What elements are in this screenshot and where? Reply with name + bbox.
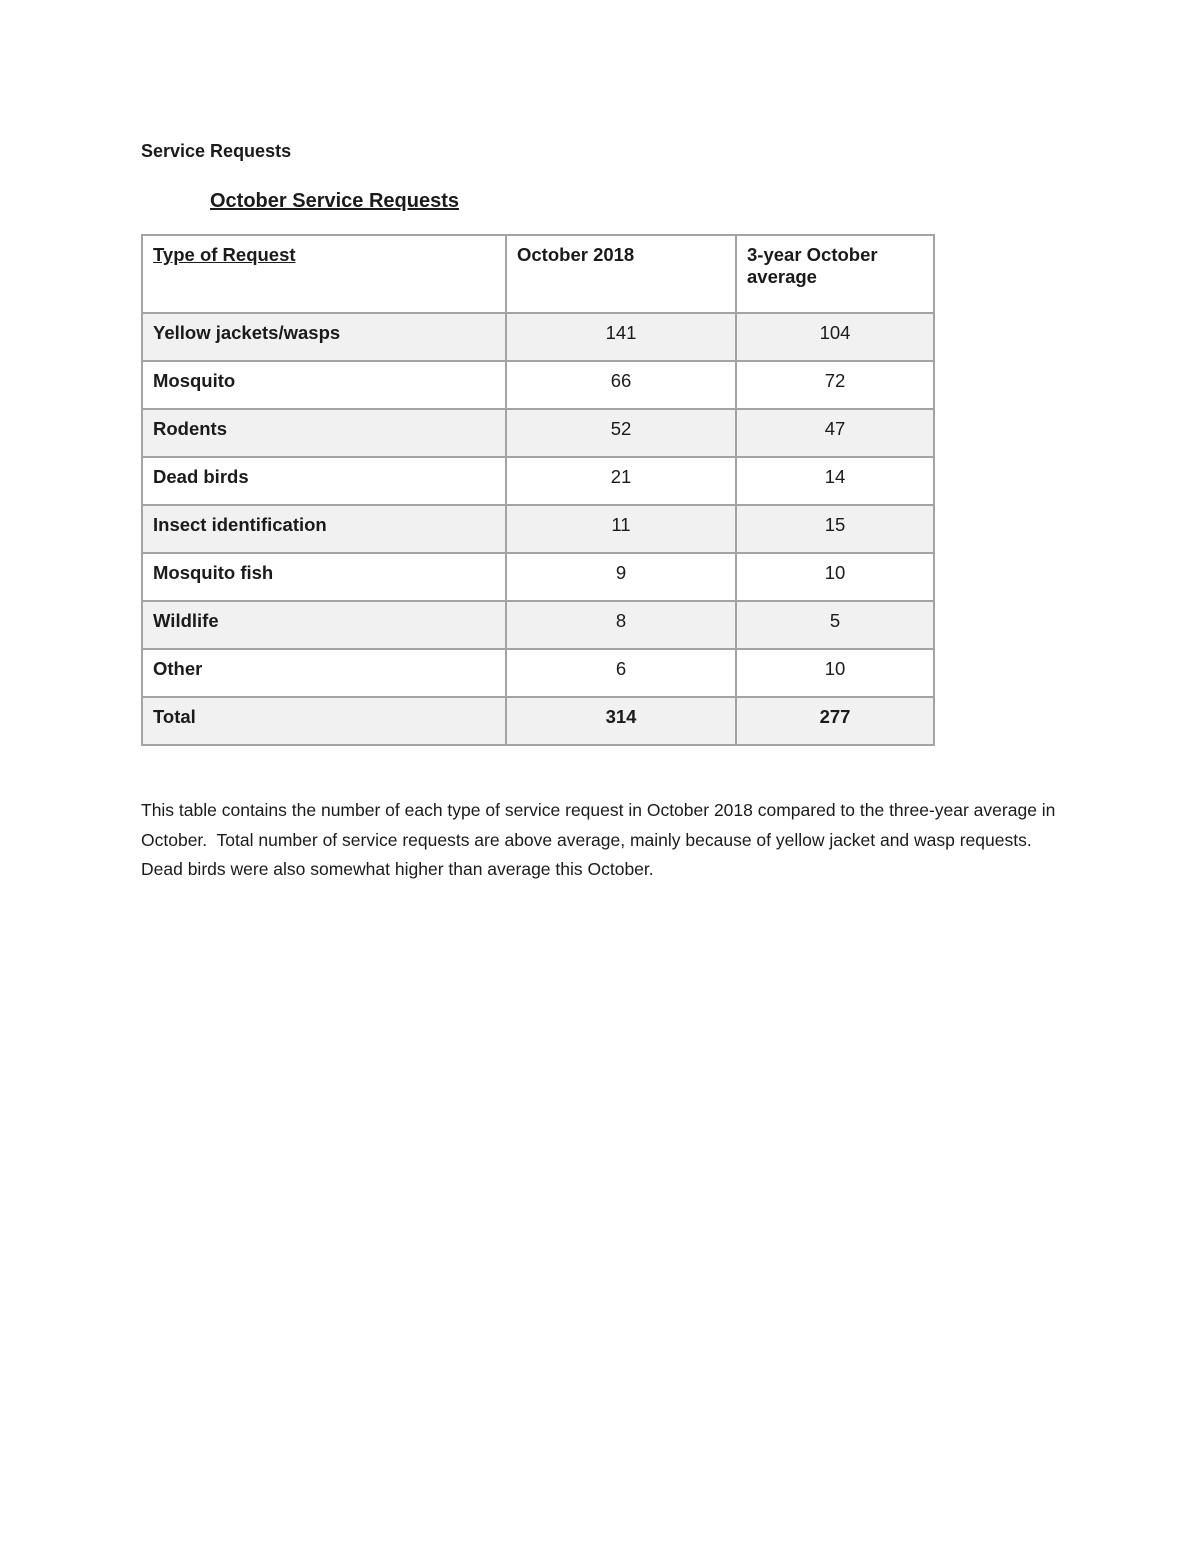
table-row xyxy=(142,361,934,409)
header-row xyxy=(142,235,934,313)
table-row xyxy=(142,457,934,505)
table-row xyxy=(142,313,934,361)
table-body xyxy=(142,313,934,745)
three-year-average-value-cell: 72 xyxy=(736,361,934,409)
service-requests-table xyxy=(141,234,935,746)
october-2018-value-cell: 66 xyxy=(506,361,736,409)
column-header-3-year-average: 3-year October average xyxy=(736,235,934,313)
table-title: October Service Requests xyxy=(210,190,459,212)
three-year-average-value-cell: 277 xyxy=(736,697,934,745)
three-year-average-value-cell: 15 xyxy=(736,505,934,553)
column-header-october-2018: October 2018 xyxy=(506,235,736,313)
request-type-cell: Rodents xyxy=(142,409,506,457)
table-row xyxy=(142,409,934,457)
section-heading: Service Requests xyxy=(141,141,292,161)
october-2018-value-cell: 21 xyxy=(506,457,736,505)
three-year-average-value-cell: 104 xyxy=(736,313,934,361)
column-header-type-of-request xyxy=(142,235,506,313)
october-2018-value-cell: 314 xyxy=(506,697,736,745)
october-2018-value-cell: 52 xyxy=(506,409,736,457)
three-year-average-value-cell: 10 xyxy=(736,553,934,601)
request-type-cell: Total xyxy=(142,697,506,745)
summary-paragraph: This table contains the number of each type of service request in October 2018 compared to the three-year average in October. Total number of service requests are above average, mainly because of yellow jacket and wasp requests. Dead birds were also somewhat higher than average this October. xyxy=(141,800,1061,879)
october-2018-value-cell: 6 xyxy=(506,649,736,697)
request-type-cell: Wildlife xyxy=(142,601,506,649)
three-year-average-value-cell: 5 xyxy=(736,601,934,649)
table-row xyxy=(142,649,934,697)
october-2018-value-cell: 141 xyxy=(506,313,736,361)
three-year-average-value-cell: 47 xyxy=(736,409,934,457)
column-header-type-of-request-label: Type of Request xyxy=(153,244,296,265)
table-row xyxy=(142,601,934,649)
october-2018-value-cell: 9 xyxy=(506,553,736,601)
table-header xyxy=(142,235,934,313)
table-row xyxy=(142,505,934,553)
request-type-cell: Mosquito xyxy=(142,361,506,409)
october-2018-value-cell: 8 xyxy=(506,601,736,649)
request-type-cell: Insect identification xyxy=(142,505,506,553)
october-2018-value-cell: 11 xyxy=(506,505,736,553)
total-row xyxy=(142,697,934,745)
request-type-cell: Other xyxy=(142,649,506,697)
request-type-cell: Mosquito fish xyxy=(142,553,506,601)
request-type-cell: Dead birds xyxy=(142,457,506,505)
three-year-average-value-cell: 14 xyxy=(736,457,934,505)
request-type-cell: Yellow jackets/wasps xyxy=(142,313,506,361)
three-year-average-value-cell: 10 xyxy=(736,649,934,697)
table-row xyxy=(142,553,934,601)
